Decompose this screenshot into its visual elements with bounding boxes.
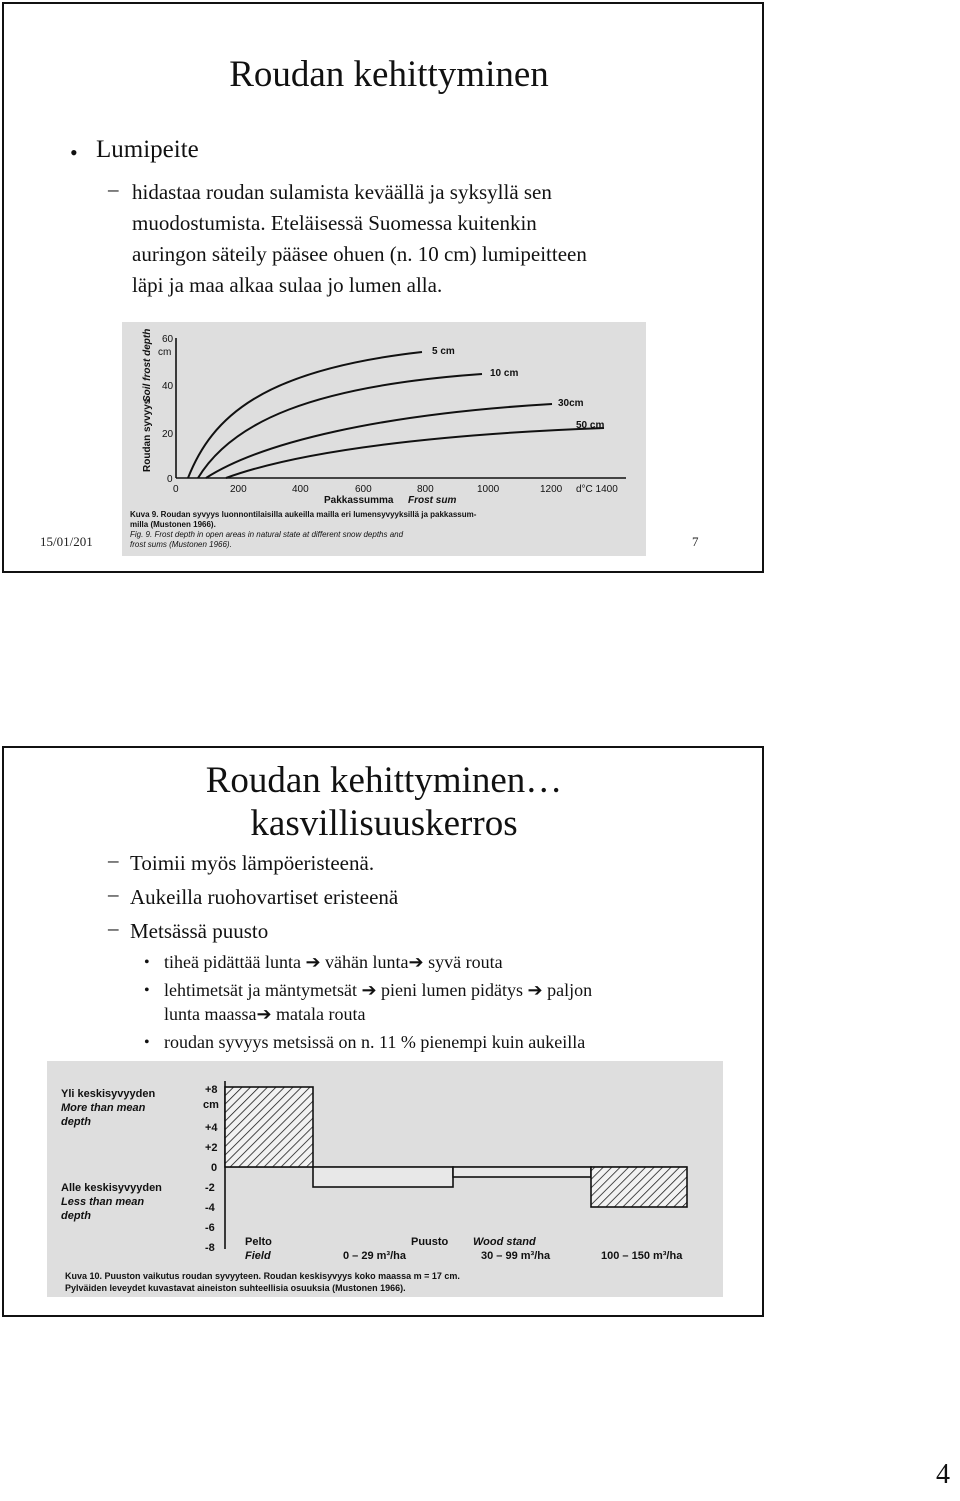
y-tick: 0 bbox=[211, 1162, 218, 1174]
x-tick: 200 bbox=[230, 484, 247, 495]
slide-title: Roudan kehittyminen bbox=[229, 54, 549, 95]
x-tick: 1200 bbox=[540, 484, 563, 495]
x-axis-label-en: Frost sum bbox=[408, 495, 457, 506]
y-unit: cm bbox=[203, 1099, 219, 1111]
dash-icon: – bbox=[108, 916, 119, 940]
footer-page: 7 bbox=[692, 534, 699, 549]
frost-depth-figure bbox=[122, 322, 646, 556]
y-unit: cm bbox=[158, 347, 172, 358]
more-label: Yli keskisyvyyden bbox=[61, 1088, 156, 1100]
page-number: 4 bbox=[936, 1459, 950, 1490]
bar bbox=[225, 1087, 313, 1167]
slide-1 bbox=[2, 2, 764, 573]
dash-item: Metsässä puusto bbox=[130, 919, 269, 943]
bar bbox=[313, 1167, 453, 1187]
curve-10cm bbox=[198, 374, 482, 478]
more-label: depth bbox=[61, 1116, 91, 1128]
bar-range: 0 – 29 m³/ha bbox=[343, 1250, 406, 1262]
bar-label-fi: Pelto bbox=[245, 1236, 272, 1248]
sub-item: tiheä pidättää lunta ➔ vähän lunta➔ syvä routa bbox=[164, 952, 503, 972]
y-tick: 0 bbox=[167, 474, 173, 485]
figure-caption: frost sums (Mustonen 1966). bbox=[130, 540, 232, 549]
slide-2 bbox=[2, 746, 764, 1317]
sub-line: muodostumista. Eteläisessä Suomessa kuitenkin bbox=[132, 211, 537, 235]
bar bbox=[453, 1167, 591, 1177]
sub-item bbox=[164, 978, 592, 1026]
bullet-lumipeite: Lumipeite bbox=[96, 136, 199, 163]
footer-date: 15/01/201 bbox=[40, 534, 93, 549]
dash-icon: – bbox=[108, 177, 119, 201]
bullet-icon: • bbox=[70, 140, 78, 165]
dash-item: Toimii myös lämpöeristeenä. bbox=[130, 851, 375, 875]
bars-group bbox=[225, 1087, 687, 1207]
wood-stand-figure bbox=[47, 1061, 723, 1297]
y-tick: -2 bbox=[205, 1182, 215, 1194]
y-tick: +4 bbox=[205, 1122, 218, 1134]
sub-item-line: lunta maassa➔ matala routa bbox=[164, 1004, 366, 1024]
y-tick: +8 bbox=[205, 1084, 218, 1096]
sub-line: hidastaa roudan sulamista keväällä ja syksyllä sen bbox=[132, 180, 552, 204]
curve-5cm bbox=[188, 352, 422, 478]
y-tick: -4 bbox=[205, 1202, 215, 1214]
figure-caption: Pylväiden leveydet kuvastavat aineiston suhteellisia osuuksia (Mustonen 1966). bbox=[65, 1283, 406, 1293]
curve-label: 5 cm bbox=[432, 346, 455, 357]
dash-item: Aukeilla ruohovartiset eristeenä bbox=[130, 885, 399, 909]
y-axis-label-fi: Roudan syvyys bbox=[142, 398, 153, 472]
curve-50cm bbox=[226, 428, 604, 478]
y-tick: 60 bbox=[162, 334, 174, 345]
dash-icon: – bbox=[108, 882, 119, 906]
curve-label: 30cm bbox=[558, 398, 584, 409]
y-tick: -6 bbox=[205, 1222, 215, 1234]
less-label: depth bbox=[61, 1210, 91, 1222]
slide-title-line2: kasvillisuuskerros bbox=[250, 802, 518, 844]
x-tick: 800 bbox=[417, 484, 434, 495]
less-label: Less than mean bbox=[61, 1196, 145, 1208]
x-axis-label-fi: Pakkassumma bbox=[324, 495, 394, 506]
bar-range: 30 – 99 m³/ha bbox=[481, 1250, 551, 1262]
sub-line: läpi ja maa alkaa sulaa jo lumen alla. bbox=[132, 273, 443, 297]
bar-range: 100 – 150 m³/ha bbox=[601, 1250, 683, 1262]
sub-item-line: lehtimetsät ja mäntymetsät ➔ pieni lumen pidätys ➔ paljon bbox=[164, 980, 593, 1000]
x-tick: 1000 bbox=[477, 484, 500, 495]
y-tick: 20 bbox=[162, 429, 174, 440]
curve-label: 50 cm bbox=[576, 420, 605, 431]
less-label: Alle keskisyvyyden bbox=[61, 1182, 162, 1194]
slide-title-line1: Roudan kehittyminen… bbox=[205, 760, 563, 801]
curve-label: 10 cm bbox=[490, 368, 519, 379]
x-tick: 600 bbox=[355, 484, 372, 495]
figure-caption: Kuva 9. Roudan syvyys luonnontilaisilla aukeilla mailla eri lumensyvyyksillä ja pakkassum- bbox=[130, 510, 477, 519]
y-tick: +2 bbox=[205, 1142, 218, 1154]
bar-label-en: Wood stand bbox=[473, 1236, 536, 1248]
figure-caption: Fig. 9. Frost depth in open areas in natural state at different snow depths and bbox=[130, 530, 404, 539]
bullet-icon: • bbox=[144, 1034, 150, 1051]
figure-caption: Kuva 10. Puuston vaikutus roudan syvyyteen. Roudan keskisyvyys koko maassa m = 17 cm. bbox=[65, 1271, 460, 1281]
bar-label-en: Field bbox=[245, 1250, 271, 1262]
x-tick: 0 bbox=[173, 484, 179, 495]
more-label: More than mean bbox=[61, 1102, 146, 1114]
sub-text bbox=[132, 177, 587, 301]
x-tick: 400 bbox=[292, 484, 309, 495]
figure-caption: milla (Mustonen 1966). bbox=[130, 520, 216, 529]
sub-line: auringon säteily pääsee ohuen (n. 10 cm) lumipeitteen bbox=[132, 242, 587, 266]
y-axis-label-en: Soil frost depth bbox=[142, 328, 153, 402]
bullet-icon: • bbox=[144, 954, 150, 971]
y-tick: -8 bbox=[205, 1242, 215, 1254]
bullet-icon: • bbox=[144, 982, 150, 999]
dash-icon: – bbox=[108, 848, 119, 872]
x-tick: d°C 1400 bbox=[576, 484, 618, 495]
bar bbox=[591, 1167, 687, 1207]
bar-label-fi: Puusto bbox=[411, 1236, 449, 1248]
y-tick: 40 bbox=[162, 381, 174, 392]
sub-item: roudan syvyys metsissä on n. 11 % pienempi kuin aukeilla bbox=[164, 1032, 586, 1052]
slide-title bbox=[144, 760, 624, 845]
